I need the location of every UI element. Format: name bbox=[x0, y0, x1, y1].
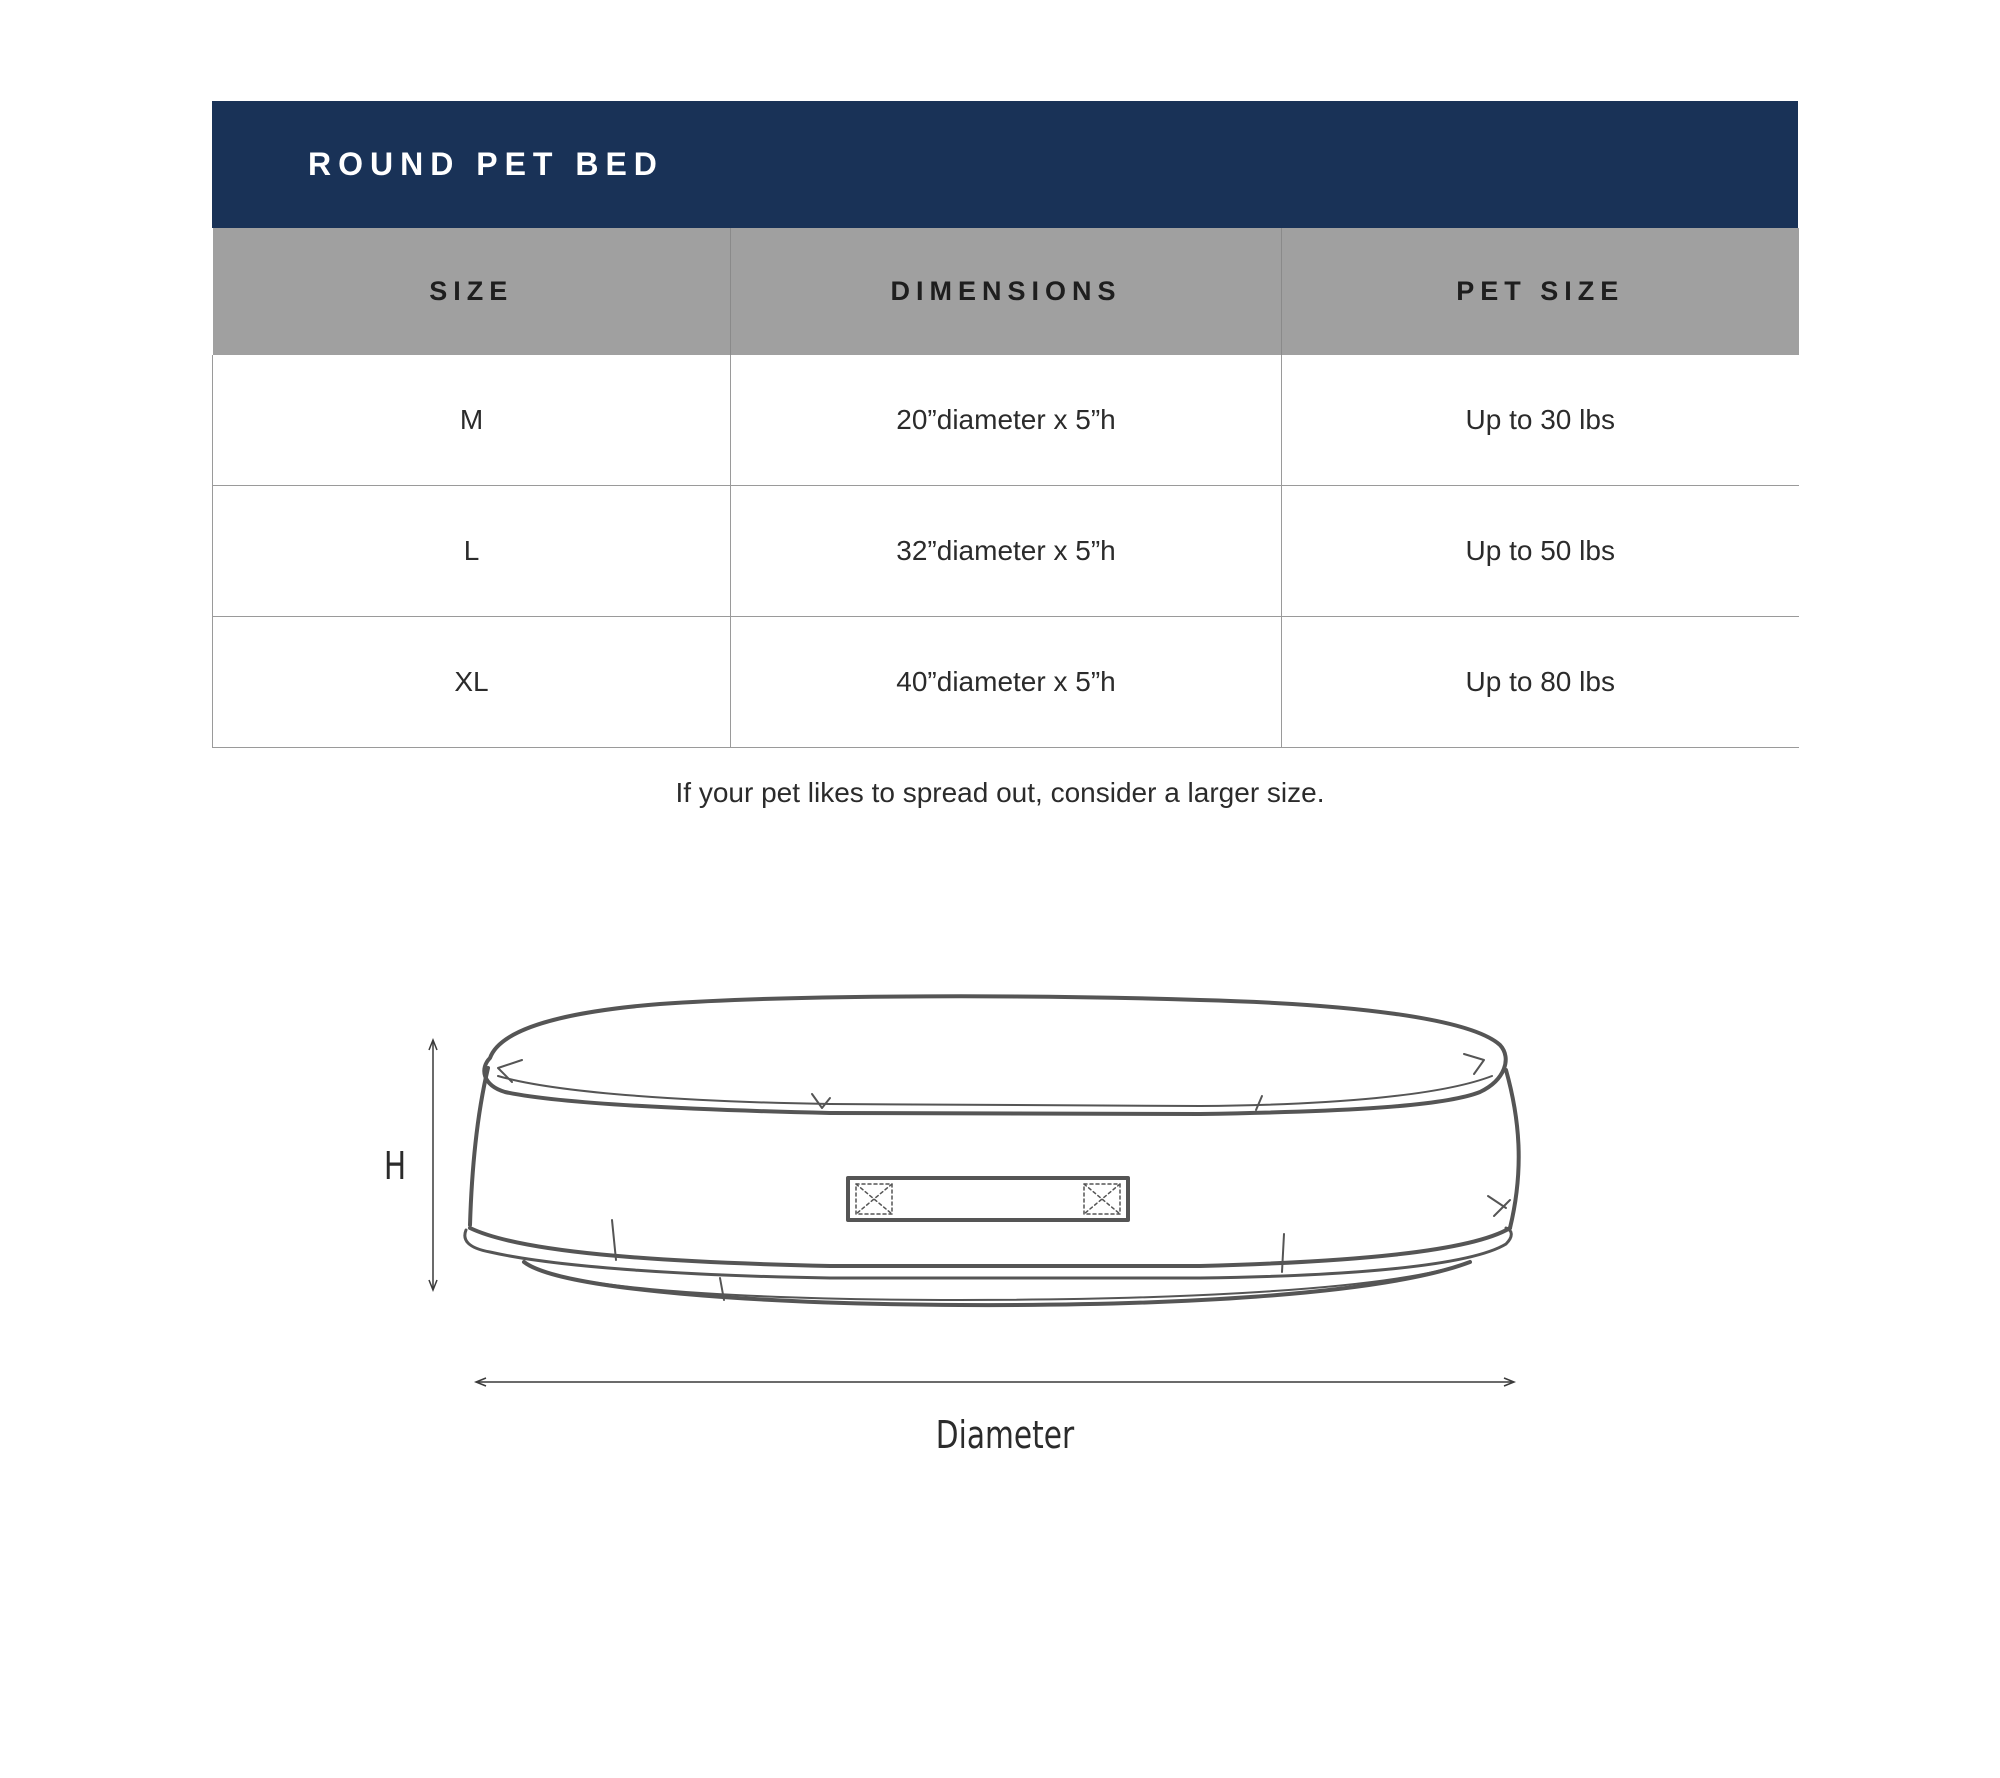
cell-dimensions: 32”diameter x 5”h bbox=[731, 486, 1282, 617]
seam-tie bbox=[1488, 1196, 1510, 1216]
bed-left-side bbox=[470, 1068, 488, 1225]
diameter-label: Diameter bbox=[935, 1413, 1075, 1457]
cell-size: XL bbox=[213, 617, 731, 748]
bed-base-lip bbox=[465, 1228, 1511, 1278]
seam-tie bbox=[498, 1060, 522, 1082]
cell-dimensions: 20”diameter x 5”h bbox=[731, 355, 1282, 486]
cell-dimensions: 40”diameter x 5”h bbox=[731, 617, 1282, 748]
cell-pet-size: Up to 50 lbs bbox=[1282, 486, 1799, 617]
bed-base-bottom bbox=[524, 1262, 1470, 1305]
column-header-pet-size: PET SIZE bbox=[1282, 228, 1799, 355]
height-label: H bbox=[383, 1144, 407, 1188]
column-header-dimensions: DIMENSIONS bbox=[731, 228, 1282, 355]
seam-tie bbox=[1464, 1054, 1484, 1074]
cell-size: M bbox=[213, 355, 731, 486]
seam-tie bbox=[812, 1094, 830, 1108]
cell-pet-size: Up to 80 lbs bbox=[1282, 617, 1799, 748]
chart-title: ROUND PET BED bbox=[308, 146, 664, 182]
column-header-size: SIZE bbox=[429, 276, 514, 306]
bed-right-side bbox=[1506, 1070, 1519, 1228]
bed-top-inner-line bbox=[498, 1076, 1492, 1106]
seam-tie bbox=[1282, 1234, 1284, 1272]
cell-pet-size: Up to 30 lbs bbox=[1282, 355, 1799, 486]
seam-tie bbox=[1256, 1096, 1262, 1110]
size-note: If your pet likes to spread out, consider a larger size. bbox=[675, 777, 1325, 808]
cell-size: L bbox=[213, 486, 731, 617]
bed-base-front bbox=[470, 1228, 1510, 1266]
